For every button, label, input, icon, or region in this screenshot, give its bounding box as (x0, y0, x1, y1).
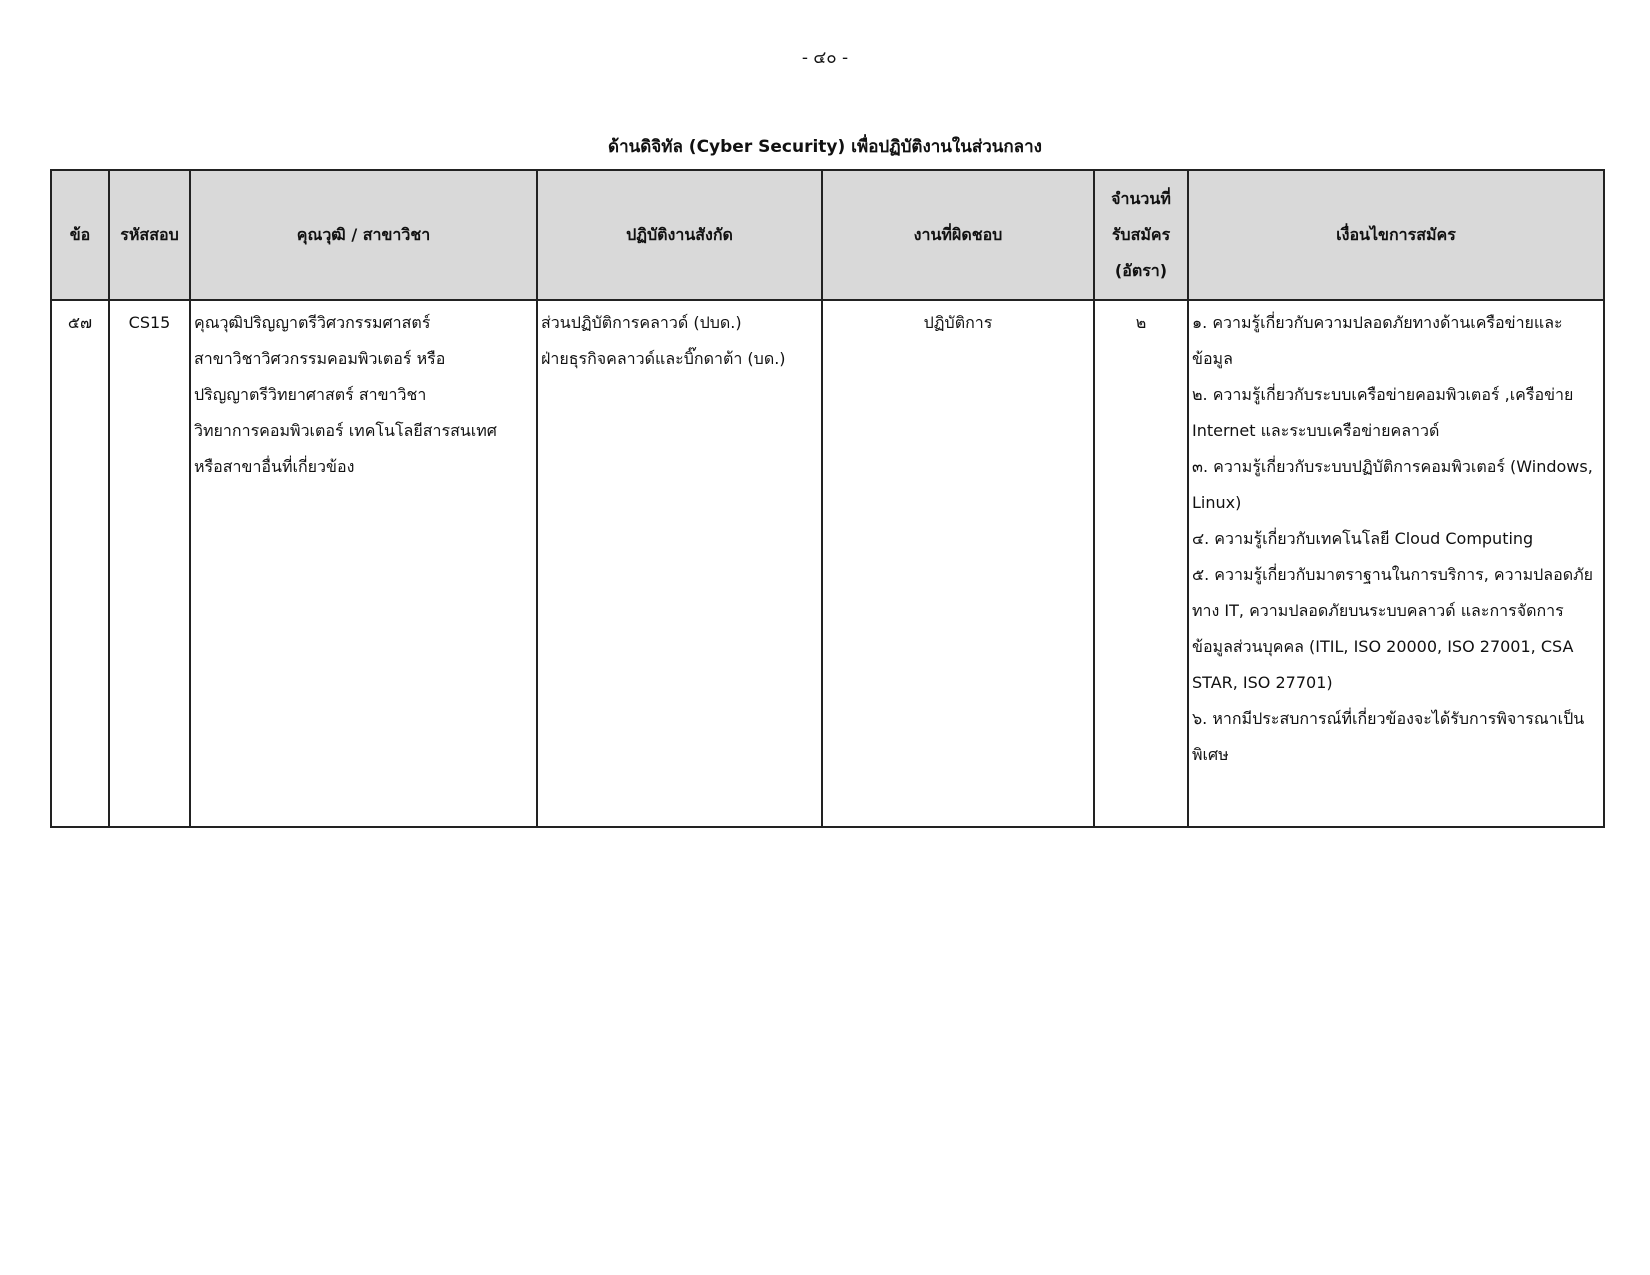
condition-item: ๕. ความรู้เกี่ยวกับมาตราฐานในการบริการ, ความปลอดภัยทาง IT, ความปลอดภัยบนระบบคลาวด์ และการจัดการข้อมูลส่วนบุคคล (ITIL, ISO 20000, ISO 27001, CSA STAR, ISO 27701) (1192, 565, 1594, 692)
cell-no: ๕๗ (51, 300, 109, 827)
qualification-line: คุณวุฒิปริญญาตรีวิศวกรรมศาสตร์ (194, 313, 431, 332)
header-count-line: (อัตรา) (1114, 261, 1168, 280)
cell-qualification (190, 300, 537, 827)
unit-line: ส่วนปฏิบัติการคลาวด์ (ปบด.) (541, 313, 742, 332)
header-count-line: รับสมัคร (1111, 225, 1171, 244)
unit-line: ฝ่ายธุรกิจคลาวด์และบิ๊กดาต้า (บด.) (541, 349, 786, 368)
header-qualification: คุณวุฒิ / สาขาวิชา (190, 170, 537, 300)
header-responsibility: งานที่ผิดชอบ (822, 170, 1094, 300)
header-no: ข้อ (51, 170, 109, 300)
qualification-line: ปริญญาตรีวิทยาศาสตร์ สาขาวิชา (194, 385, 427, 404)
condition-item: ๖. หากมีประสบการณ์ที่เกี่ยวข้องจะได้รับการพิจารณาเป็นพิเศษ (1192, 709, 1585, 764)
header-unit: ปฏิบัติงานสังกัด (537, 170, 822, 300)
header-code: รหัสสอบ (109, 170, 190, 300)
condition-item: ๓. ความรู้เกี่ยวกับระบบปฏิบัติการคอมพิวเตอร์ (Windows, Linux) (1192, 457, 1593, 512)
qualification-line: สาขาวิชาวิศวกรรมคอมพิวเตอร์ หรือ (194, 349, 446, 368)
header-count (1094, 170, 1188, 300)
qualification-line: วิทยาการคอมพิวเตอร์ เทคโนโลยีสารสนเทศ (194, 421, 497, 440)
header-conditions: เงื่อนไขการสมัคร (1188, 170, 1604, 300)
condition-item: ๑. ความรู้เกี่ยวกับความปลอดภัยทางด้านเครือข่ายและข้อมูล (1192, 313, 1563, 368)
qualification-line: หรือสาขาอื่นที่เกี่ยวข้อง (194, 457, 355, 476)
cell-unit (537, 300, 822, 827)
condition-item: ๔. ความรู้เกี่ยวกับเทคโนโลยี Cloud Computing (1192, 529, 1534, 548)
header-row (51, 170, 1604, 300)
job-table (50, 169, 1605, 828)
page-number: - ๔๐ - (801, 48, 849, 68)
table-row (51, 300, 1604, 827)
cell-count: ๒ (1094, 300, 1188, 827)
cell-responsibility: ปฏิบัติการ (822, 300, 1094, 827)
table-title: ด้านดิจิทัล (Cyber Security) เพื่อปฏิบัติงานในส่วนกลาง (608, 137, 1042, 157)
cell-code: CS15 (109, 300, 190, 827)
condition-item: ๒. ความรู้เกี่ยวกับระบบเครือข่ายคอมพิวเตอร์ ,เครือข่าย Internet และระบบเครือข่ายคลาวด์ (1192, 385, 1574, 440)
cell-conditions (1188, 300, 1604, 827)
header-count-line: จำนวนที่ (1111, 189, 1171, 208)
